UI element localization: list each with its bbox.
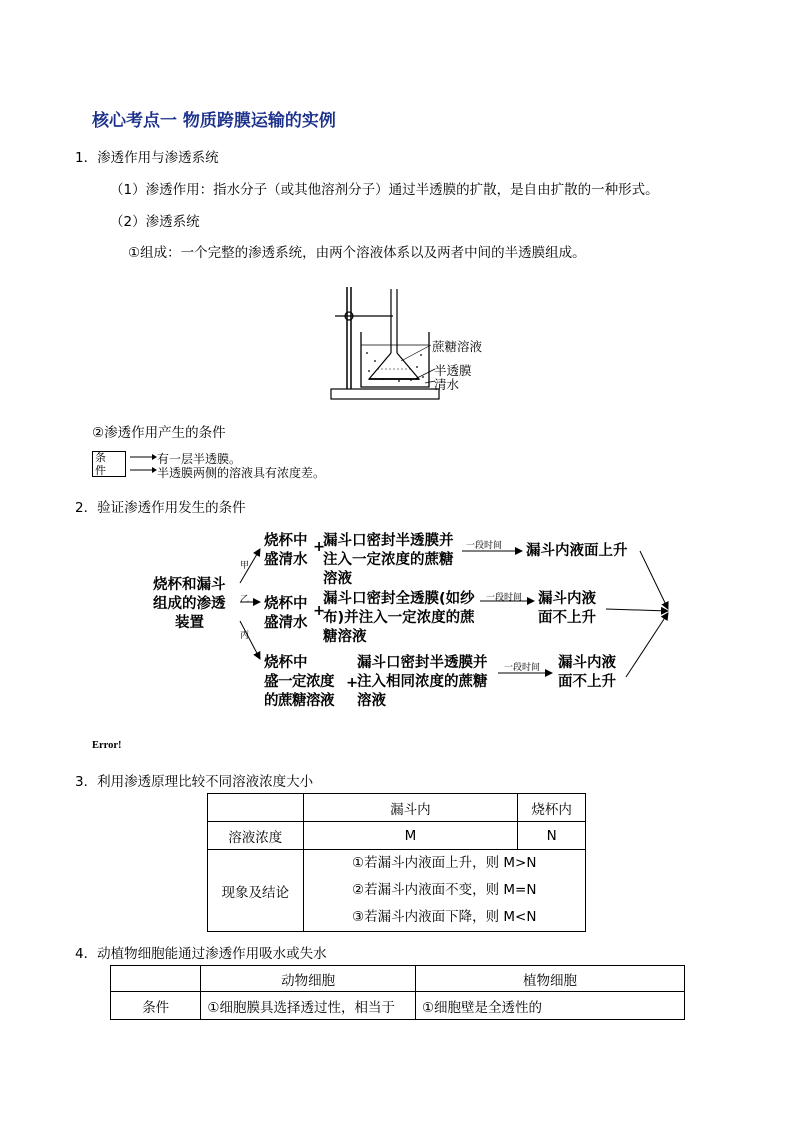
conditions-arrows — [126, 451, 158, 477]
row1-funnel-line-3: 溶液 — [323, 571, 352, 587]
cell-table-header-blank — [111, 966, 201, 992]
animal-cell-condition: ①细胞膜具选择透过性，相当于 — [201, 992, 416, 1020]
flow-start-line-3: 装置 — [175, 615, 204, 631]
section-2-heading: 2．验证渗透作用发生的条件 — [75, 500, 246, 516]
row2-funnel-line-2: 布)并注入一定浓度的蔗 — [323, 610, 475, 626]
section-3-heading: 3．利用渗透原理比较不同溶液浓度大小 — [75, 774, 314, 790]
concentration-table-header-beaker: 烧杯内 — [518, 794, 586, 822]
osmosis-system-composition: ①组成：一个完整的渗透系统，由两个溶液体系以及两者中间的半透膜组成。 — [128, 245, 586, 261]
flow-start-line-2: 组成的渗透 — [153, 596, 226, 612]
row3-result-line-2: 面不上升 — [558, 674, 616, 690]
conditions-box — [92, 451, 126, 477]
concentration-row-label: 溶液浓度 — [208, 822, 304, 850]
plant-cell-condition: ①细胞壁是全透性的 — [415, 992, 684, 1020]
result-2: ②若漏斗内液面不变，则 M=N — [352, 882, 537, 898]
row1-beaker-line-2: 盛清水 — [264, 552, 308, 568]
row2-result-line-1: 漏斗内液 — [538, 591, 596, 607]
row1-plus: + — [313, 539, 326, 555]
concentration-beaker-value: N — [518, 822, 586, 850]
row2-time-label: 一段时间 — [486, 593, 523, 603]
row3-beaker-line-1: 烧杯中 — [264, 655, 308, 671]
osmosis-definition: （1）渗透作用：指水分子（或其他溶剂分子）通过半透膜的扩散，是自由扩散的一种形式。 — [110, 182, 659, 198]
result-row-label: 现象及结论 — [208, 850, 304, 932]
cell-table-header-plant: 植物细胞 — [415, 966, 684, 992]
row1-result: 漏斗内液面上升 — [526, 543, 628, 559]
concentration-funnel-value: M — [303, 822, 518, 850]
conditions-box-char-2: 件 — [95, 464, 106, 477]
row2-funnel-line-1: 漏斗口密封全透膜(如纱 — [323, 591, 475, 607]
row2-beaker-line-1: 烧杯中 — [264, 596, 308, 612]
condition-1: 有一层半透膜。 — [157, 452, 242, 466]
figure-label-water: 清水 — [434, 377, 460, 392]
flow-start-line-1: 烧杯和漏斗 — [153, 577, 226, 593]
row3-beaker-line-3: 的蔗糖溶液 — [264, 693, 334, 709]
row3-beaker-line-2: 盛一定浓度 — [264, 674, 334, 690]
cell-table-header-animal: 动物细胞 — [201, 966, 416, 992]
row1-funnel-line-2: 注入一定浓度的蔗糖 — [323, 552, 454, 568]
row3-funnel-line-1: 漏斗口密封半透膜并 — [357, 655, 488, 671]
row2-beaker-line-2: 盛清水 — [264, 615, 308, 631]
row3-plus: + — [346, 675, 359, 691]
figure-label-membrane: 半透膜 — [434, 363, 472, 378]
concentration-table — [207, 793, 586, 932]
row1-time-label: 一段时间 — [466, 541, 503, 551]
row1-beaker-line-1: 烧杯中 — [264, 533, 308, 549]
section-1-heading: 1．渗透作用与渗透系统 — [75, 150, 219, 166]
row2-funnel-line-3: 糖溶液 — [323, 629, 367, 645]
row3-result-line-1: 漏斗内液 — [558, 655, 616, 671]
conditions-box-char-1: 条 — [95, 451, 106, 464]
row3-funnel-line-2: 注入相同浓度的蔗糖 — [357, 674, 488, 690]
branch-label-jia: 甲 — [240, 561, 250, 571]
cell-table-row-label: 条件 — [111, 992, 201, 1020]
row3-funnel-line-3: 溶液 — [357, 693, 386, 709]
osmosis-system-heading: （2）渗透系统 — [110, 214, 200, 230]
error-text: Error! — [92, 740, 122, 751]
row2-plus: + — [313, 603, 326, 619]
result-cell — [303, 850, 586, 932]
figure-label-sucrose: 蔗糖溶液 — [432, 339, 483, 354]
cell-comparison-table — [110, 965, 685, 1020]
page-title: 核心考点一 物质跨膜运输的实例 — [92, 111, 336, 131]
row2-result-line-2: 面不上升 — [538, 610, 596, 626]
branch-label-bing: 丙 — [240, 631, 250, 641]
condition-2: 半透膜两侧的溶液具有浓度差。 — [157, 466, 326, 480]
branch-label-yi: 乙 — [240, 595, 250, 605]
result-3: ③若漏斗内液面下降，则 M<N — [352, 909, 537, 925]
result-1: ①若漏斗内液面上升，则 M>N — [352, 855, 537, 871]
concentration-table-header-blank — [208, 794, 304, 822]
section-4-heading: 4．动植物细胞能通过渗透作用吸水或失水 — [75, 946, 327, 962]
concentration-table-header-funnel: 漏斗内 — [303, 794, 518, 822]
row1-funnel-line-1: 漏斗口密封半透膜并 — [323, 533, 454, 549]
row3-time-label: 一段时间 — [504, 663, 541, 673]
osmosis-conditions-heading: ②渗透作用产生的条件 — [92, 425, 226, 441]
